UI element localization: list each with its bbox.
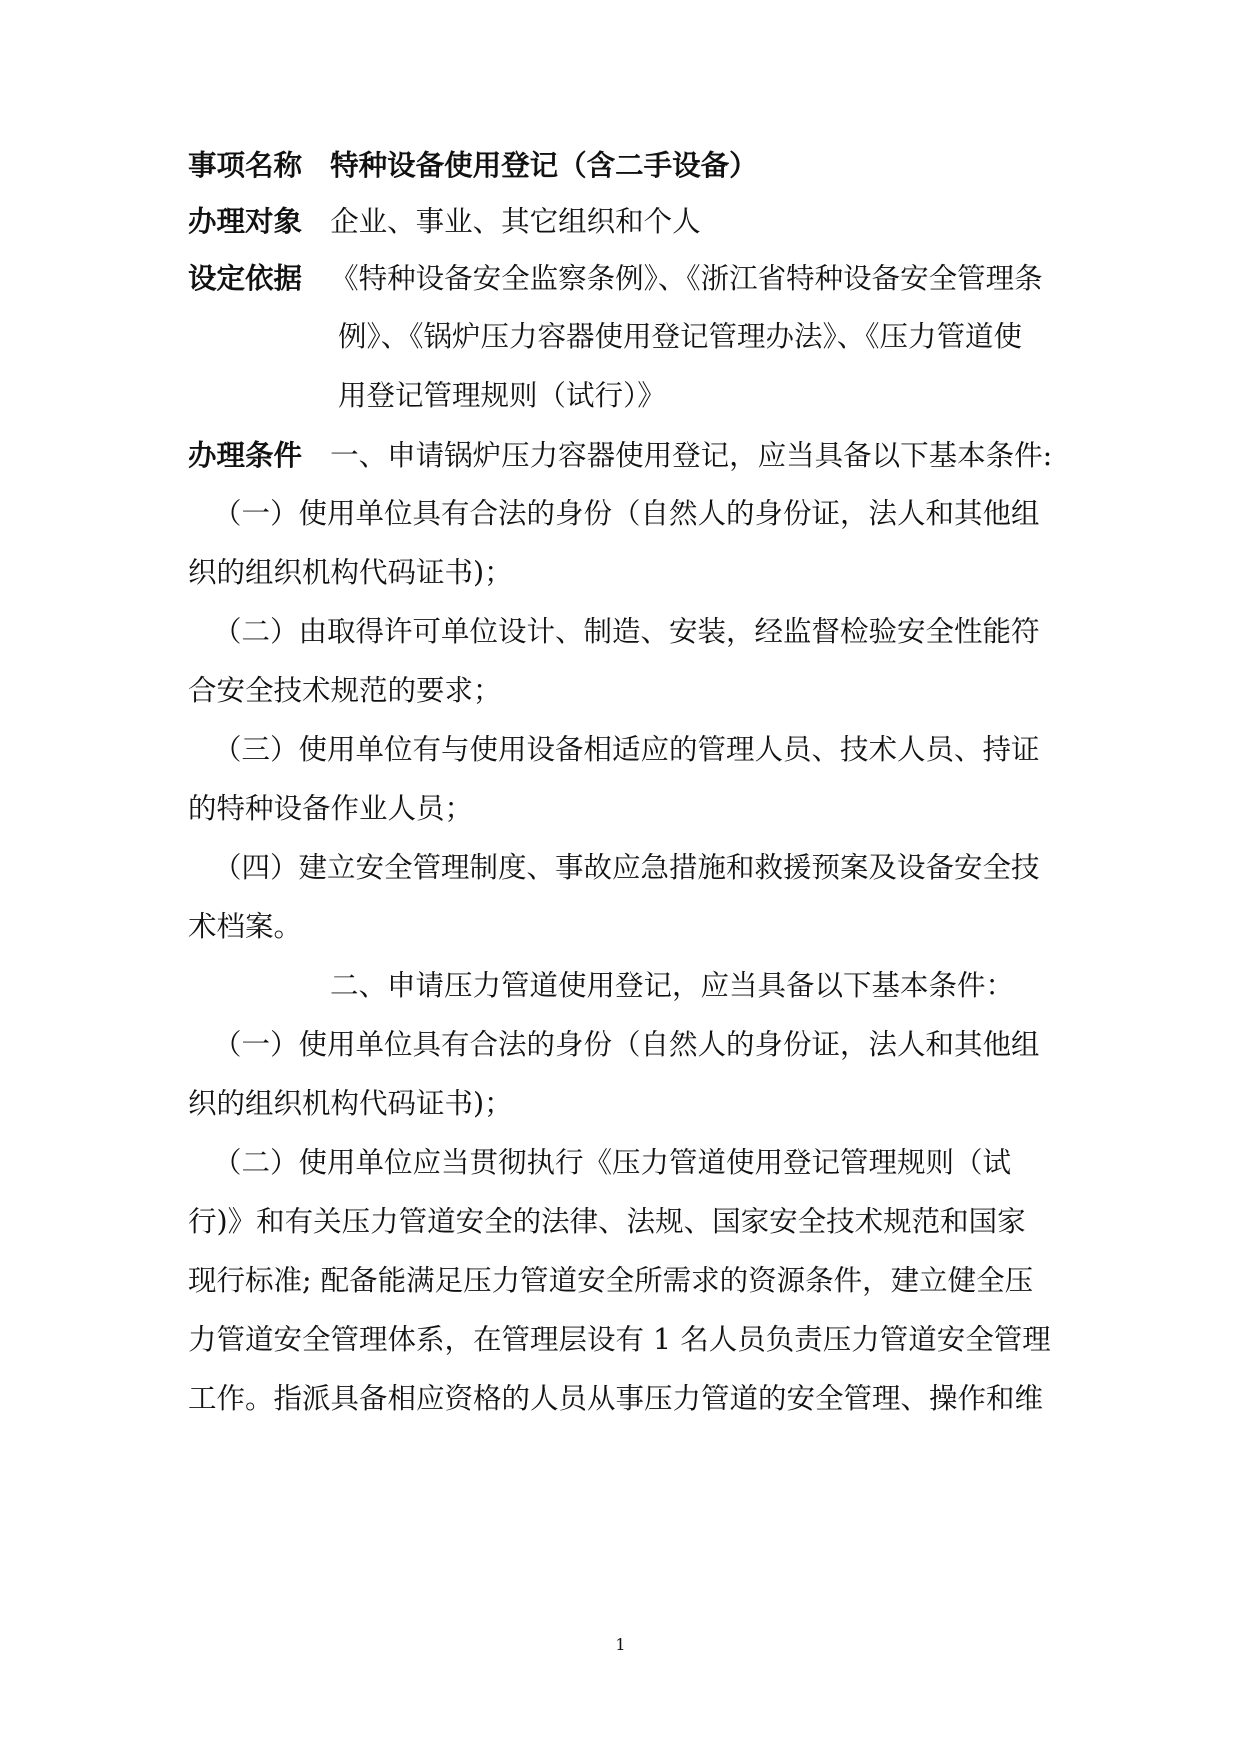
body-line: （四）建立安全管理制度、事故应急措施和救援预案及设备安全技 xyxy=(213,851,1040,884)
body-line: 现行标准; 配备能满足压力管道安全所需求的资源条件，建立健全压 xyxy=(188,1264,1034,1297)
body-line: 工作。指派具备相应资格的人员从事压力管道的安全管理、操作和维 xyxy=(188,1382,1044,1415)
field-basis-line-3: 用登记管理规则（试行）》 xyxy=(338,379,666,412)
body-line: 行)》和有关压力管道安全的法律、法规、国家安全技术规范和国家 xyxy=(188,1205,1026,1238)
field-conditions-row xyxy=(188,435,1052,476)
page-number: 1 xyxy=(615,1635,626,1654)
field-name-label: 事项名称 xyxy=(188,148,303,182)
body-line: 的特种设备作业人员； xyxy=(188,792,474,825)
body-line: （三）使用单位有与使用设备相适应的管理人员、技术人员、持证 xyxy=(213,733,1040,766)
body-line: 合安全技术规范的要求； xyxy=(188,674,502,707)
body-line: 力管道安全管理体系，在管理层设有 1 名人员负责压力管道安全管理 xyxy=(188,1323,1051,1356)
field-target-label: 办理对象 xyxy=(188,204,303,238)
field-conditions-label: 办理条件 xyxy=(188,438,303,472)
field-target-row xyxy=(188,201,701,242)
field-basis-line-2-row xyxy=(338,317,1022,357)
field-basis-line-3-row xyxy=(338,376,666,416)
body-line: （一）使用单位具有合法的身份（自然人的身份证，法人和其他组 xyxy=(213,1028,1040,1061)
body-line: 二、申请压力管道使用登记，应当具备以下基本条件： xyxy=(330,969,1015,1002)
field-basis-line-2: 例》、《锅炉压力容器使用登记管理办法》、《压力管道使 xyxy=(338,320,1023,353)
body-line: 织的组织机构代码证书)； xyxy=(188,556,513,589)
field-name-value: 特种设备使用登记（含二手设备） xyxy=(330,148,758,182)
field-conditions-first: 一、申请锅炉压力容器使用登记，应当具备以下基本条件: xyxy=(330,439,1053,472)
body-line: 术档案。 xyxy=(188,910,303,943)
body-line: （二）使用单位应当贯彻执行《压力管道使用登记管理规则（试 xyxy=(213,1146,1012,1179)
field-name-row xyxy=(188,145,758,186)
body-line: （二）由取得许可单位设计、制造、安装，经监督检验安全性能符 xyxy=(213,615,1040,648)
field-target-value: 企业、事业、其它组织和个人 xyxy=(330,205,701,238)
body-line: 织的组织机构代码证书)； xyxy=(188,1087,513,1120)
field-basis-label: 设定依据 xyxy=(188,261,303,295)
field-basis-row xyxy=(188,258,1043,299)
body-line: （一）使用单位具有合法的身份（自然人的身份证，法人和其他组 xyxy=(213,497,1040,530)
field-basis-line-1: 《特种设备安全监察条例》、《浙江省特种设备安全管理条 xyxy=(330,262,1043,295)
